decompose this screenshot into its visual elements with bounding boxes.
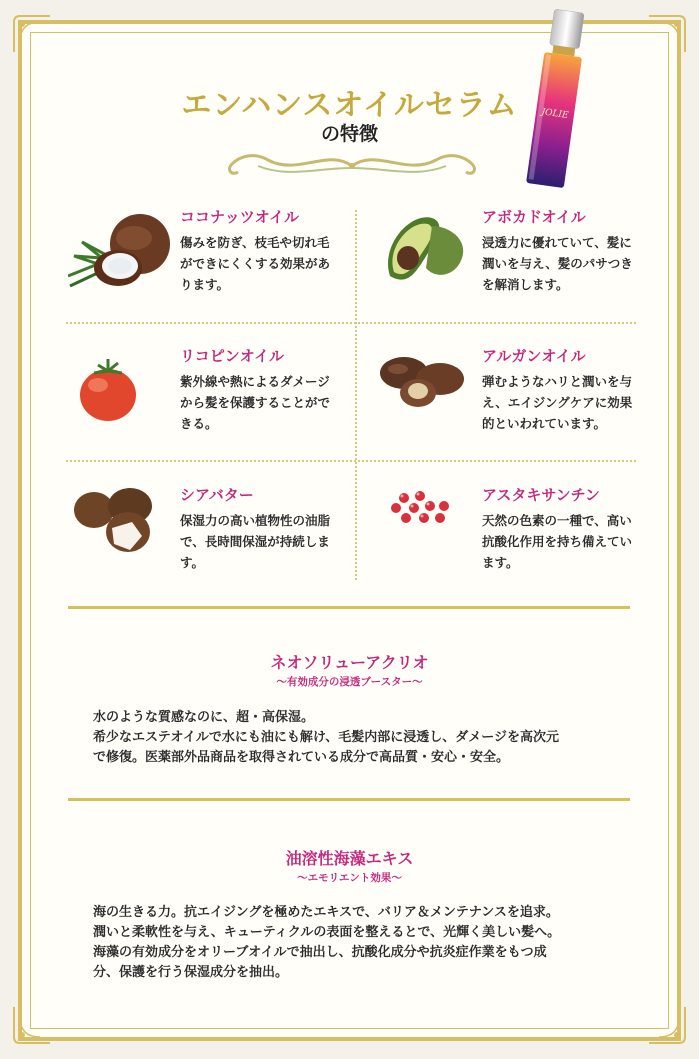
coconut-icon xyxy=(68,206,176,306)
ingredient-name: シアバター xyxy=(180,486,254,504)
section-line: 分、保護を行う保湿成分を抽出。 xyxy=(93,965,289,980)
ingredient-desc: 浸透力に優れていて、髪に潤いを与え、髪のパサつきを解消します。 xyxy=(482,235,633,292)
section-line: 海の生きる力。抗エイジングを極めたエキスで、バリア＆メンテナンスを追求。 xyxy=(93,905,559,920)
shea-nut-icon xyxy=(68,484,176,584)
ingredient-name: アボカドオイル xyxy=(482,208,586,226)
corner-ornament-icon xyxy=(10,1003,54,1047)
avocado-icon xyxy=(370,206,478,306)
flourish-ornament-icon xyxy=(218,146,486,178)
ingredient-desc: 弾むようなハリと潤いを与え、エイジングケアに効果的といわれています。 xyxy=(482,374,633,431)
section-line: 海藻の有効成分をオリーブオイルで抽出し、抗酸化成分や抗炎症作業をもつ成 xyxy=(93,945,547,960)
page-subtitle: の特徴 xyxy=(320,123,378,145)
ingredient-desc: 紫外線や熱によるダメージから髪を保護することができる。 xyxy=(180,374,331,431)
ingredient-card xyxy=(68,206,358,326)
section-divider xyxy=(68,798,630,801)
section-body xyxy=(93,903,623,983)
section-divider xyxy=(68,606,630,609)
section-line: 潤いと柔軟性を与え、キューティクルの表面を整えるとで、光輝く美しい髪へ。 xyxy=(93,925,561,940)
section-title: 油溶性海藻エキス xyxy=(285,849,414,868)
section-line: 希少なエステオイルで水にも油にも解け、毛髪内部に浸透し、ダメージを高次元 xyxy=(93,730,560,745)
section-subtitle: 〜エモリエント効果〜 xyxy=(297,872,402,884)
tomato-icon xyxy=(68,345,176,445)
argan-nut-icon xyxy=(370,345,478,445)
red-beads-icon xyxy=(370,484,478,584)
ingredient-card xyxy=(68,345,358,465)
corner-ornament-icon xyxy=(645,1003,689,1047)
ingredient-name: アルガンオイル xyxy=(482,347,586,365)
ingredient-card xyxy=(370,345,660,465)
ingredient-desc: 保湿力の高い植物性の油脂で、長時間保湿が持続します。 xyxy=(180,513,331,570)
ingredient-name: リコピンオイル xyxy=(180,347,284,365)
section-title: ネオソリューアクリオ xyxy=(270,653,429,672)
corner-ornament-icon xyxy=(10,12,54,56)
page-title: エンハンスオイルセラム xyxy=(181,88,518,123)
ingredient-desc: 傷みを防ぎ、枝毛や切れ毛ができにくくする効果があります。 xyxy=(180,235,331,292)
ingredient-desc: 天然の色素の一種で、高い抗酸化作用を持ち備えています。 xyxy=(482,513,633,570)
corner-ornament-icon xyxy=(645,12,689,56)
section-line: で修復。医薬部外品商品を取得されている成分で高品質・安心・安全。 xyxy=(93,750,510,765)
section-line: 水のような質感なのに、超・高保湿。 xyxy=(93,710,315,725)
section-body xyxy=(93,708,623,768)
ingredient-card xyxy=(370,484,660,604)
ingredient-name: ココナッツオイル xyxy=(180,208,299,226)
ingredient-card xyxy=(68,484,358,604)
bottle-label: JOLIE xyxy=(540,107,570,121)
ingredient-card xyxy=(370,206,660,326)
ingredient-name: アスタキサンチン xyxy=(482,486,600,504)
section-subtitle: 〜有効成分の浸透ブースター〜 xyxy=(276,676,423,688)
